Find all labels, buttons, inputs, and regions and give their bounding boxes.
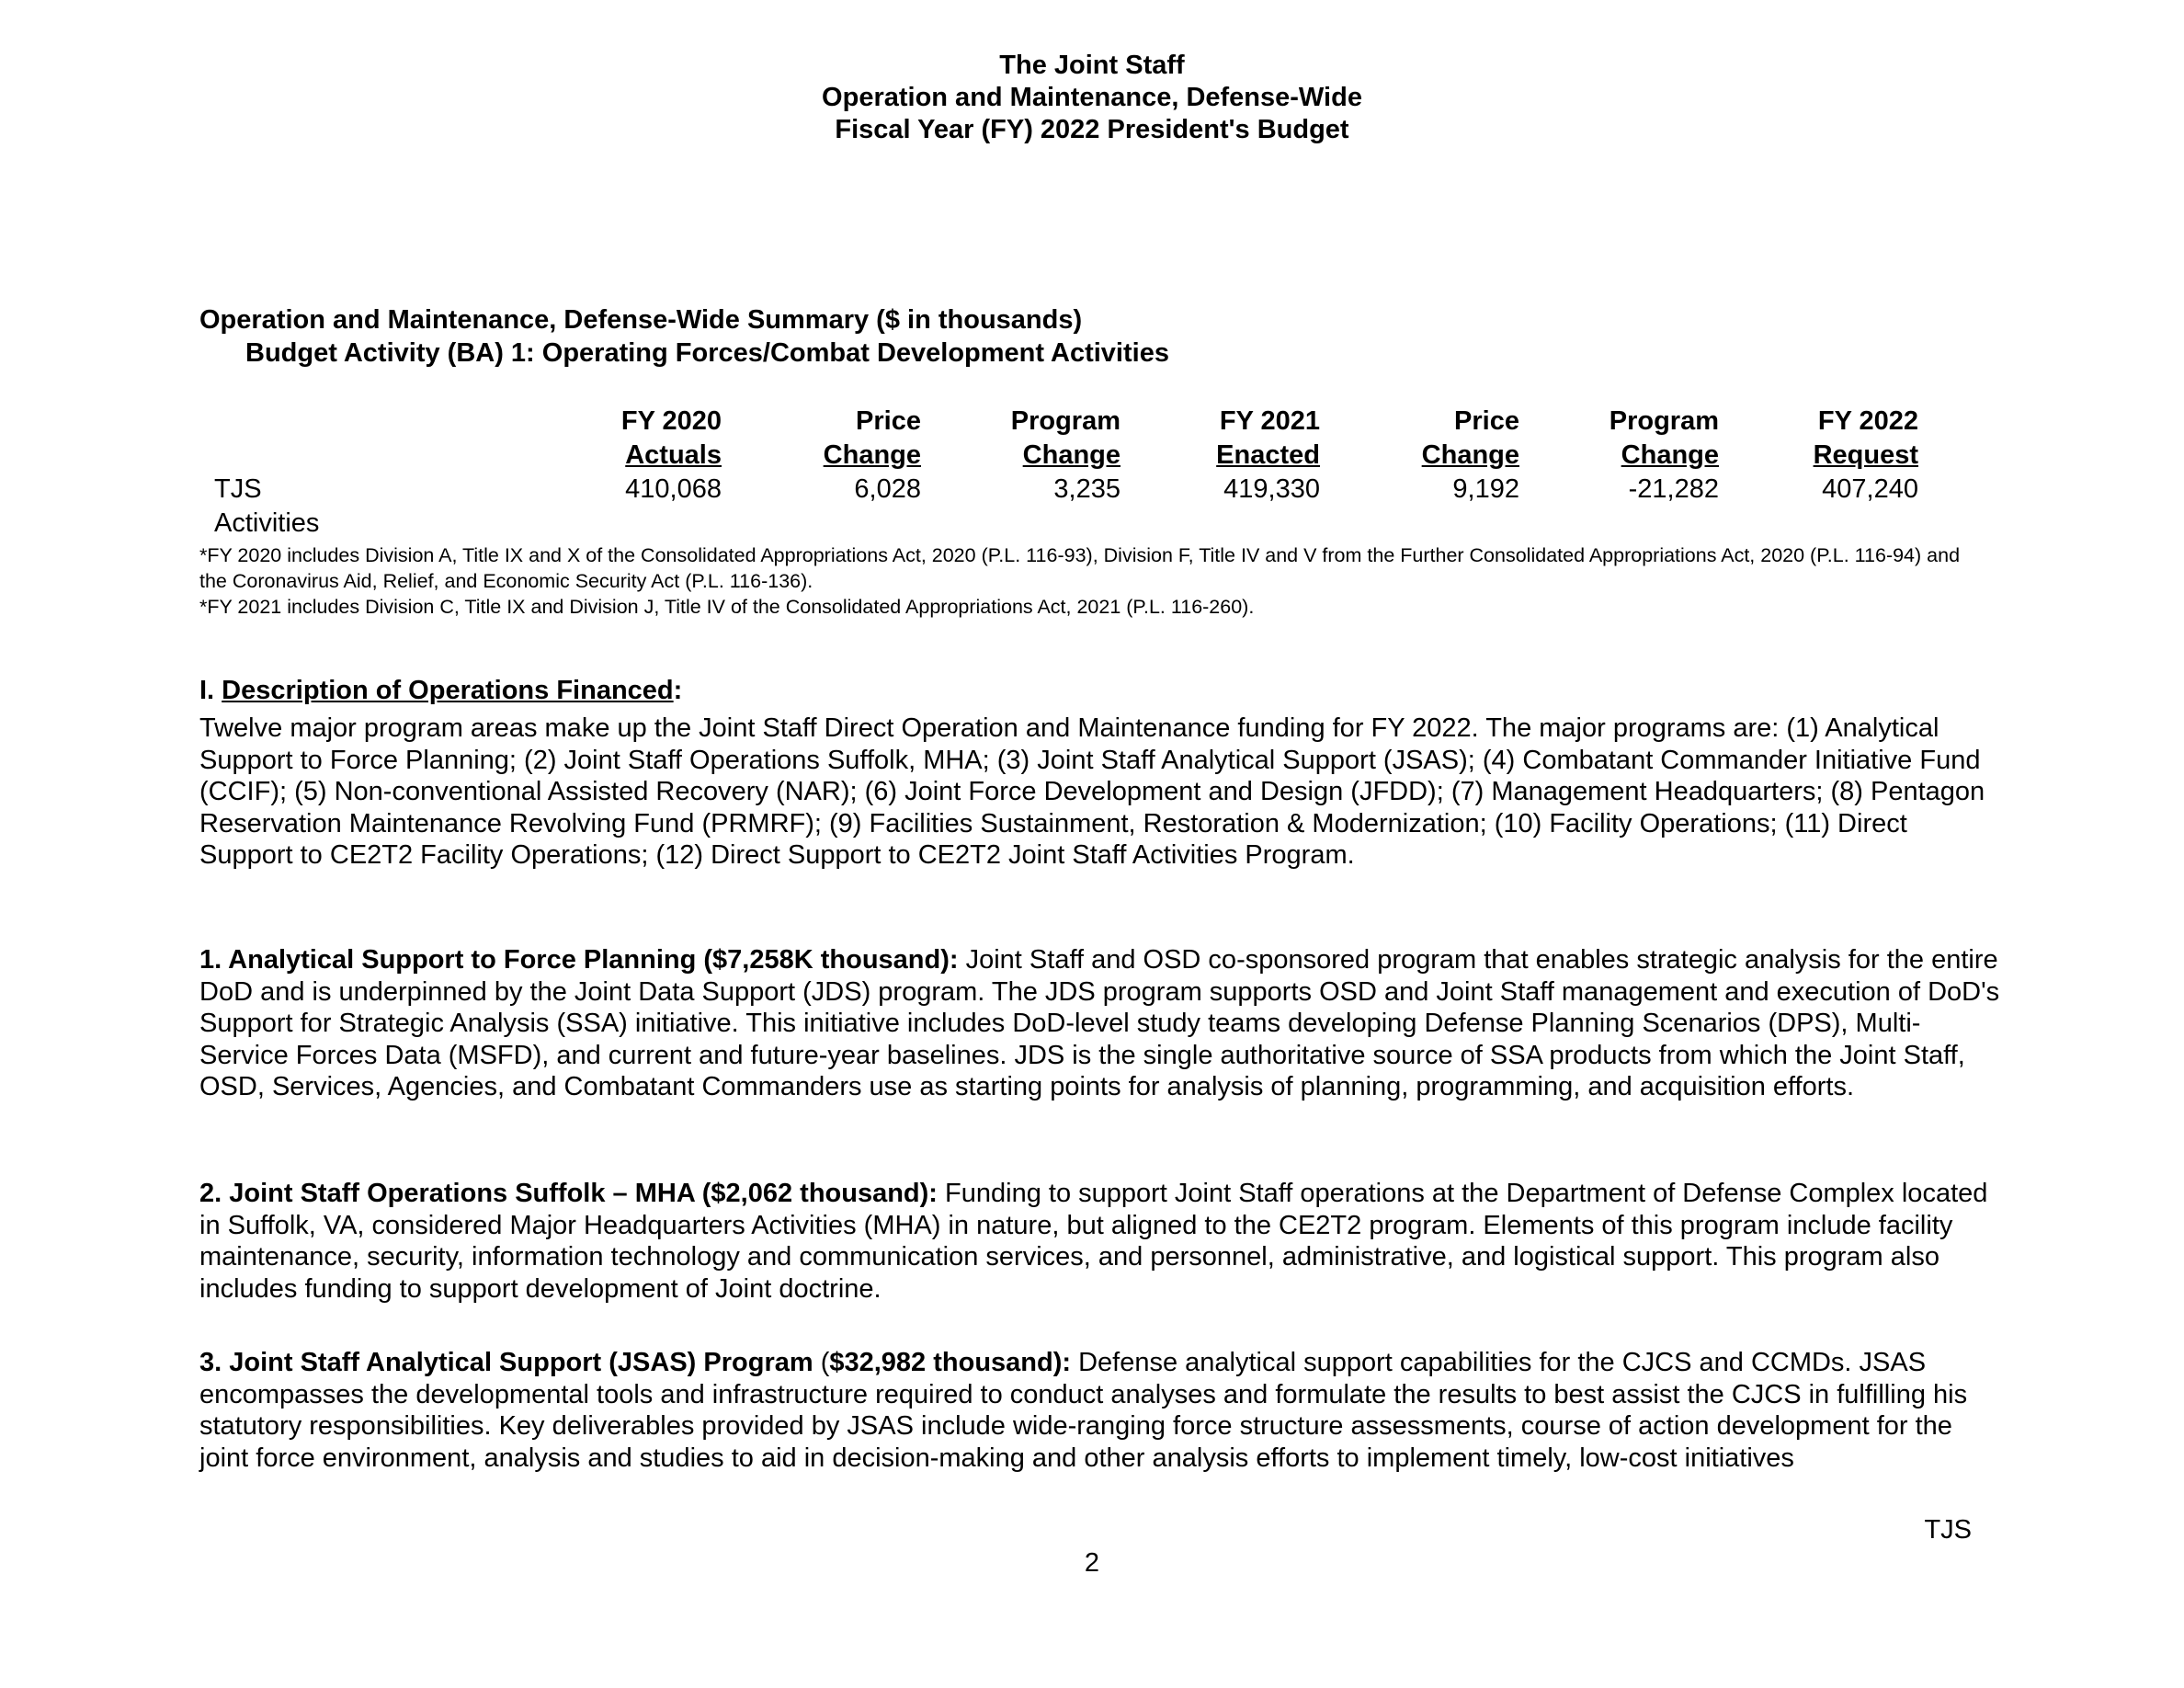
table-cell: 6,028 — [854, 474, 921, 504]
section-heading — [199, 675, 2001, 707]
program-lead: 3. Joint Staff Analytical Support (JSAS) Program — [199, 1348, 813, 1377]
header-appropriation: Operation and Maintenance, Defense-Wide — [822, 83, 1362, 112]
footnotes — [199, 542, 1983, 620]
col-header-bottom: Change — [1421, 440, 1519, 470]
footnote-fy2020: *FY 2020 includes Division A, Title IX and X of the Consolidated Appropriations Act, 2020 (P.L. 116-93), Division F, Title IV and V from the Further Consolidated Appropriations Act, 2020 (P.L. 116-94) and the Coronavirus Aid, Relief, and Economic Security Act (P.L. 116-136). — [199, 544, 1961, 592]
header-fiscal-year: Fiscal Year (FY) 2022 President's Budget — [835, 115, 1349, 144]
description-heading-block — [199, 675, 2001, 707]
table-cell: 419,330 — [1223, 474, 1320, 504]
section-heading-suffix: : — [673, 676, 683, 705]
table-cell: 9,192 — [1452, 474, 1519, 504]
program-lead-amount: $32,982 thousand): — [829, 1348, 1072, 1377]
page-header — [0, 50, 2184, 146]
table-cell: -21,282 — [1628, 474, 1719, 504]
program-lead: 2. Joint Staff Operations Suffolk – MHA ($2,062 thousand): — [199, 1179, 938, 1208]
program-lead: 1. Analytical Support to Force Planning ($7,258K thousand): — [199, 945, 959, 975]
summary-title: Operation and Maintenance, Defense-Wide Summary ($ in thousands) — [199, 305, 1083, 335]
col-header-top: FY 2020 — [620, 406, 722, 436]
section-heading-prefix: I. — [199, 676, 222, 705]
footnote-fy2021: *FY 2021 includes Division C, Title IX and Division J, Title IV of the Consolidated Appropriations Act, 2021 (P.L. 116-260). — [199, 596, 1255, 618]
program-text: Joint Staff and OSD co-sponsored program that enables strategic analysis for the entire DoD and is underpinned by the Joint Data Support (JDS) program. The JDS program supports OSD and Joint Staff management and execution of DoD's Support for Strategic Analysis (SSA) initiative. This initiative includes DoD-level study teams developing Defense Planning Scenarios (DPS), Multi-Service Forces Data (MSFD), and current and future-year baselines. JDS is the single authoritative source of SSA products from which the Joint Staff, OSD, Services, Agencies, and Combatant Commanders use as starting points for analysis of planning, programming, and acquisition efforts. — [199, 945, 2000, 1101]
intro-text: Twelve major program areas make up the Joint Staff Direct Operation and Maintenance funding for FY 2022. The major programs are: (1) Analytical Support to Force Planning; (2) Joint Staff Operations Suffolk, MHA; (3) Joint Staff Analytical Support (JSAS); (4) Combatant Commander Initiative Fund (CCIF); (5) Non-conventional Assisted Recovery (NAR); (6) Joint Force Development and Design (JFDD); (7) Management Headquarters; (8) Pentagon Reservation Maintenance Revolving Fund (PRMRF); (9) Facilities Sustainment, Restoration & Modernization; (10) Facility Operations; (11) Direct Support to CE2T2 Facility Operations; (12) Direct Support to CE2T2 Joint Staff Activities Program. — [199, 713, 1985, 870]
col-header-top: Program — [1010, 406, 1120, 436]
table-cell: 410,068 — [625, 474, 722, 504]
col-header-top: Program — [1609, 406, 1719, 436]
section-heading-text: Description of Operations Financed — [222, 676, 674, 705]
program-paragraph — [199, 944, 2001, 1103]
summary-title-block — [199, 303, 1169, 370]
row-label: TJS Activities — [214, 474, 320, 538]
col-header-bottom: Change — [1022, 440, 1120, 470]
table-cell: 3,235 — [1053, 474, 1120, 504]
program-item-3 — [199, 1347, 2001, 1474]
program-paragraph — [199, 1347, 2001, 1474]
table-cell: 407,240 — [1822, 474, 1918, 504]
col-header-top: Price — [856, 406, 921, 436]
col-header-bottom: Change — [823, 440, 921, 470]
col-header-top: FY 2021 — [1219, 406, 1320, 436]
program-item-2 — [199, 1178, 2001, 1305]
program-paragraph — [199, 1178, 2001, 1305]
col-header-bottom: Change — [1621, 440, 1719, 470]
program-text: Funding to support Joint Staff operations at the Department of Defense Complex located in Suffolk, VA, considered Major Headquarters Activities (MHA) in nature, but aligned to the CE2T2 program. Elements of this program include facility maintenance, security, information technology and communication services, and personnel, administrative, and logistical support. This program also includes funding to support development of Joint doctrine. — [199, 1179, 1988, 1304]
col-header-bottom: Request — [1813, 440, 1918, 470]
program-text: Defense analytical support capabilities for the CJCS and CCMDs. JSAS encompasses the developmental tools and infrastructure required to conduct analyses and formulate the results to best assist the CJCS in fulfilling his statutory responsibilities. Key deliverables provided by JSAS include wide-ranging force structure assessments, course of action development for the joint force environment, analysis and studies to aid in decision-making and other analysis efforts to implement timely, low-cost initiatives — [199, 1348, 1968, 1473]
footer-tag: TJS — [1924, 1515, 1972, 1545]
page-number: 2 — [1084, 1548, 1100, 1578]
program-lead-paren: ( — [813, 1348, 830, 1377]
col-header-top: FY 2022 — [1817, 406, 1918, 436]
intro-paragraph — [199, 713, 2001, 872]
header-org: The Joint Staff — [999, 51, 1185, 80]
col-header-bottom: Enacted — [1216, 440, 1320, 470]
budget-activity-title: Budget Activity (BA) 1: Operating Forces/Combat Development Activities — [245, 338, 1169, 368]
col-header-top: Price — [1454, 406, 1519, 436]
program-item-1 — [199, 944, 2001, 1103]
col-header-bottom: Actuals — [625, 440, 722, 470]
